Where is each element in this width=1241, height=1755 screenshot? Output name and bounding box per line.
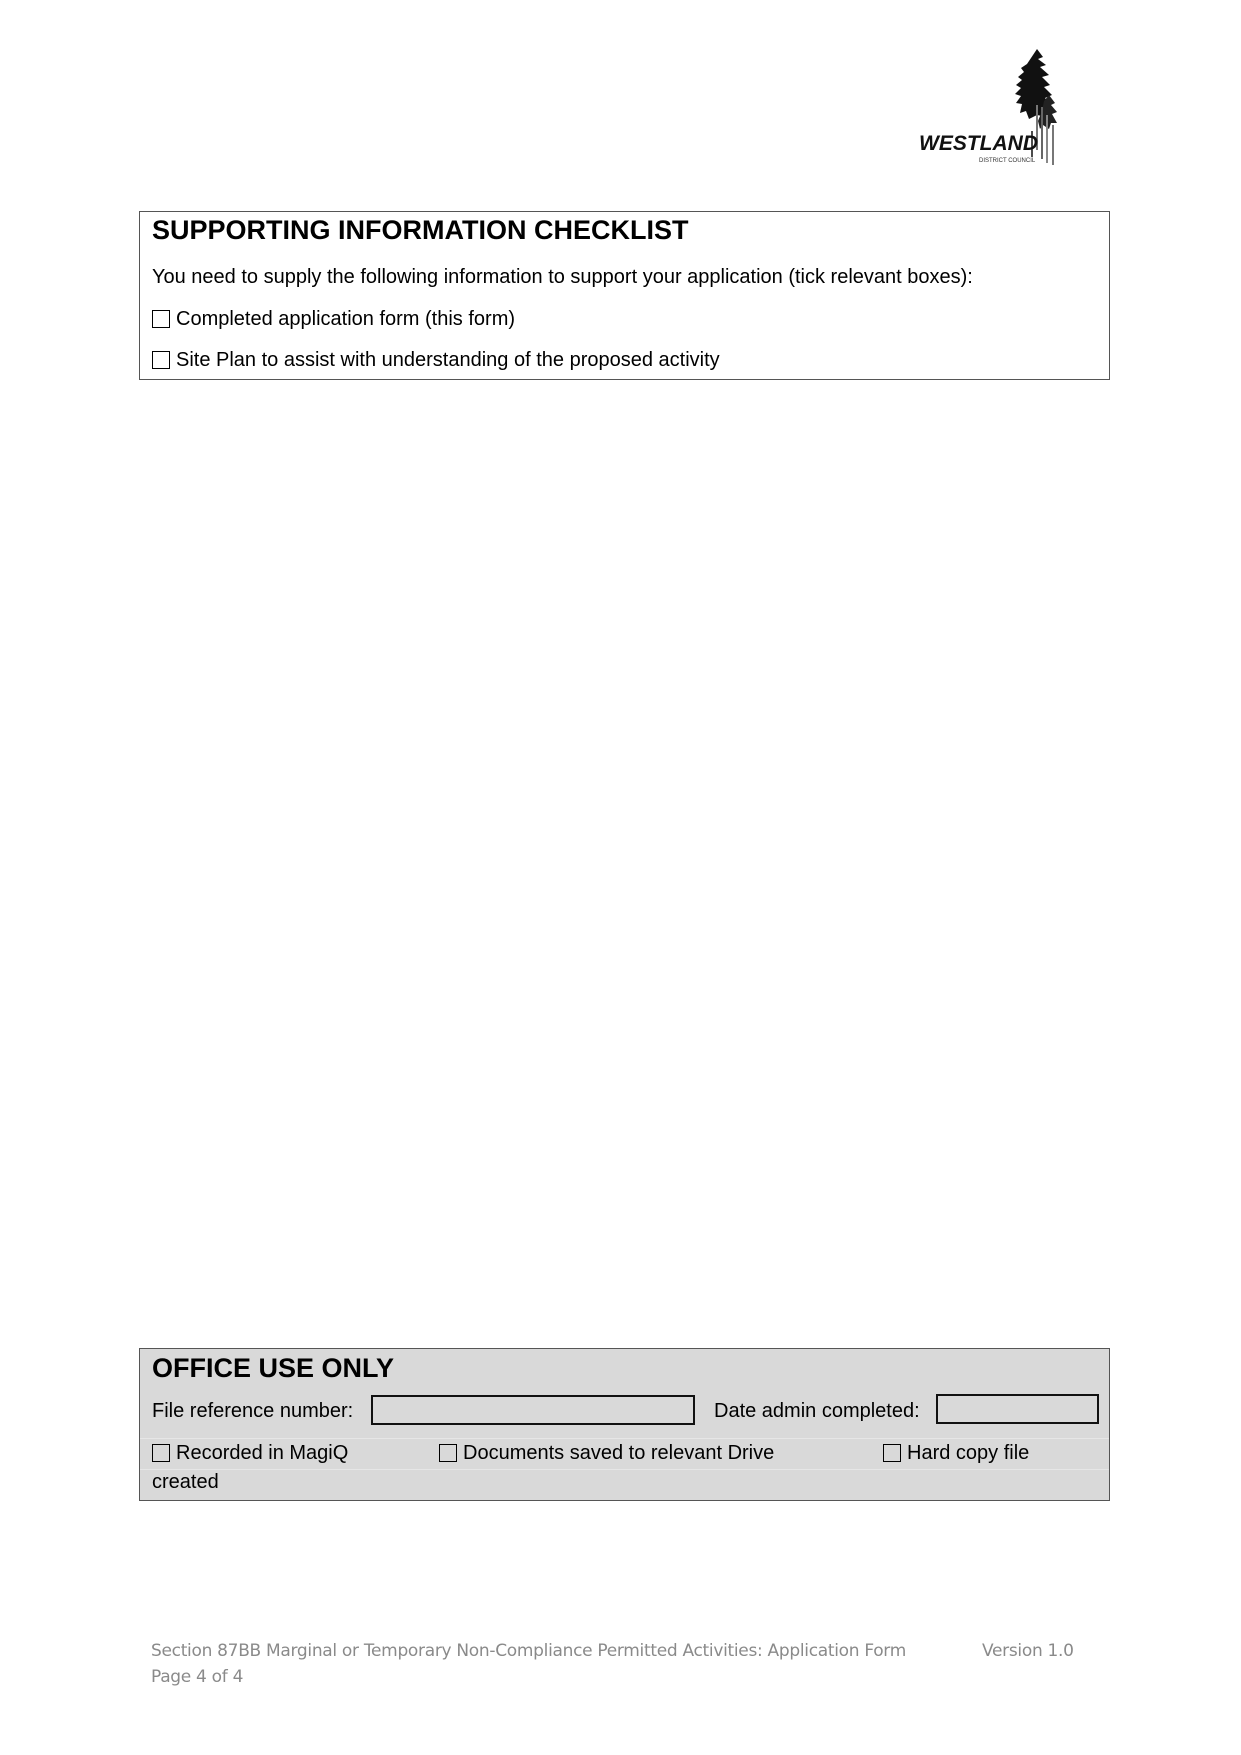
checklist-title: SUPPORTING INFORMATION CHECKLIST bbox=[152, 215, 689, 245]
date-admin-input[interactable] bbox=[936, 1394, 1099, 1424]
file-ref-input[interactable] bbox=[371, 1395, 695, 1425]
office-check-hardcopy[interactable] bbox=[883, 1442, 1029, 1465]
tree-logo-icon bbox=[915, 45, 1080, 170]
date-admin-label: Date admin completed: bbox=[714, 1400, 920, 1422]
supporting-info-checklist bbox=[139, 211, 1110, 380]
footer-title: Section 87BB Marginal or Temporary Non-Compliance Permitted Activities: Application Form bbox=[151, 1641, 906, 1661]
checkbox[interactable] bbox=[439, 1444, 457, 1462]
checkbox[interactable] bbox=[883, 1444, 901, 1462]
svg-text:DISTRICT COUNCIL: DISTRICT COUNCIL bbox=[979, 158, 1036, 164]
office-use-only-panel bbox=[139, 1348, 1110, 1501]
file-ref-label: File reference number: bbox=[152, 1400, 354, 1422]
office-check-label: Documents saved to relevant Drive bbox=[463, 1442, 775, 1464]
divider bbox=[140, 1469, 1109, 1470]
checklist-item[interactable] bbox=[152, 349, 720, 372]
office-check-magiq[interactable] bbox=[152, 1442, 348, 1465]
footer-version: Version 1.0 bbox=[982, 1641, 1074, 1661]
svg-text:WESTLAND: WESTLAND bbox=[919, 132, 1038, 155]
office-check-drive[interactable] bbox=[439, 1442, 774, 1465]
office-check-label: Hard copy file bbox=[907, 1442, 1030, 1464]
checkbox[interactable] bbox=[152, 1444, 170, 1462]
westland-logo bbox=[915, 45, 1080, 170]
office-title: OFFICE USE ONLY bbox=[152, 1353, 395, 1383]
office-check-label: Recorded in MagiQ bbox=[176, 1442, 349, 1464]
footer-page: Page 4 of 4 bbox=[151, 1667, 244, 1687]
checklist-item[interactable] bbox=[152, 308, 515, 331]
checklist-item-label: Completed application form (this form) bbox=[176, 308, 516, 330]
checklist-intro: You need to supply the following information to support your application (tick relevant boxes): bbox=[152, 266, 973, 288]
checkbox[interactable] bbox=[152, 351, 170, 369]
checkbox[interactable] bbox=[152, 310, 170, 328]
office-wrap-text: created bbox=[152, 1471, 219, 1493]
divider bbox=[140, 1438, 1109, 1439]
checklist-item-label: Site Plan to assist with understanding of the proposed activity bbox=[176, 349, 720, 371]
